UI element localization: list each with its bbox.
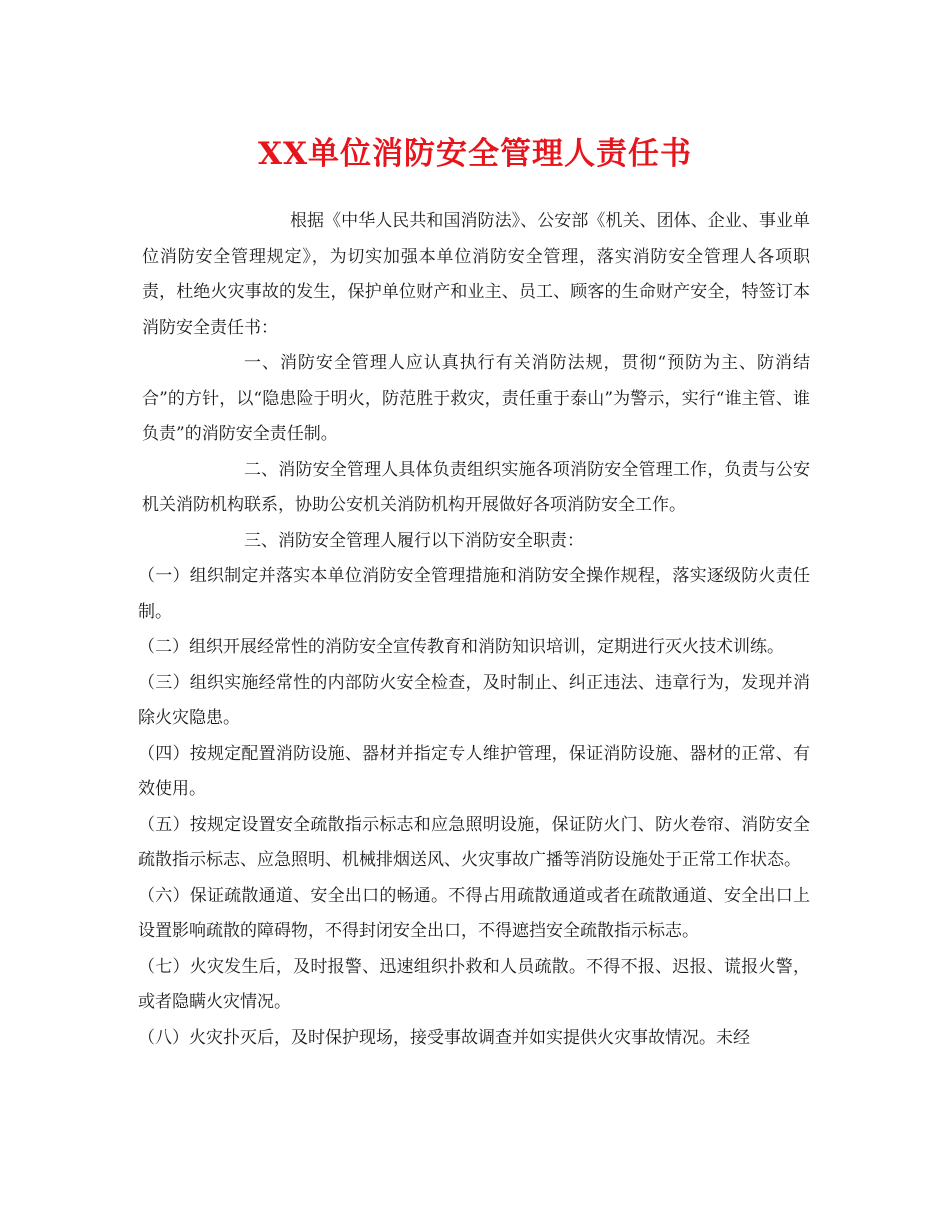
intro-paragraph: 根据《中华人民共和国消防法》、公安部《机关、团体、企业、事业单位消防安全管理规定》，为切实加强本单位消防安全管理，落实消防安全管理人各项职责，杜绝火灾事故的发生，保护单位财产和业主、员工、顾客的生命财产安全，特签订本消防安全责任书：: [142, 211, 810, 338]
duty-item-5: （五）按规定设置安全疏散指示标志和应急照明设施，保证防火门、防火卷帘、消防安全疏散指示标志、应急照明、机械排烟送风、火灾事故广播等消防设施处于正常工作状态。: [138, 814, 810, 870]
clause-paragraph-1: 一、消防安全管理人应认真执行有关消防法规，贯彻“预防为主、防消结合”的方针，以“隐患险于明火，防范胜于救灾，责任重于泰山”为警示，实行“谁主管、谁负责”的消防安全责任制。: [142, 353, 810, 444]
duty-item-2: （二）组织开展经常性的消防安全宣传教育和消防知识培训，定期进行灭火技术训练。: [138, 637, 784, 657]
duty-item-3: （三）组织实施经常性的内部防火安全检查，及时制止、纠正违法、违章行为，发现并消除火灾隐患。: [138, 672, 810, 728]
duty-item-6: （六）保证疏散通道、安全出口的畅通。不得占用疏散通道或者在疏散通道、安全出口上设置影响疏散的障碍物，不得封闭安全出口，不得遮挡安全疏散指示标志。: [138, 885, 810, 941]
duty-item-4: （四）按规定配置消防设施、器材并指定专人维护管理，保证消防设施、器材的正常、有效使用。: [138, 743, 810, 799]
clause-paragraph-2: 二、消防安全管理人具体负责组织实施各项消防安全管理工作，负责与公安机关消防机构联系，协助公安机关消防机构开展做好各项消防安全工作。: [142, 459, 810, 515]
duty-item-7: （七）火灾发生后，及时报警、迅速组织扑救和人员疏散。不得不报、迟报、谎报火警，或者隐瞒火灾情况。: [138, 956, 810, 1012]
document-title: XX单位消防安全管理人责任书: [257, 136, 693, 172]
document-body: [138, 204, 810, 1056]
duty-item-1: （一）组织制定并落实本单位消防安全管理措施和消防安全操作规程，落实逐级防火责任制。: [138, 566, 810, 622]
clause-paragraph-3: 三、消防安全管理人履行以下消防安全职责：: [244, 530, 584, 551]
duty-item-8: （八）火灾扑灭后，及时保护现场，接受事故调查并如实提供火灾事故情况。未经: [138, 1027, 750, 1048]
